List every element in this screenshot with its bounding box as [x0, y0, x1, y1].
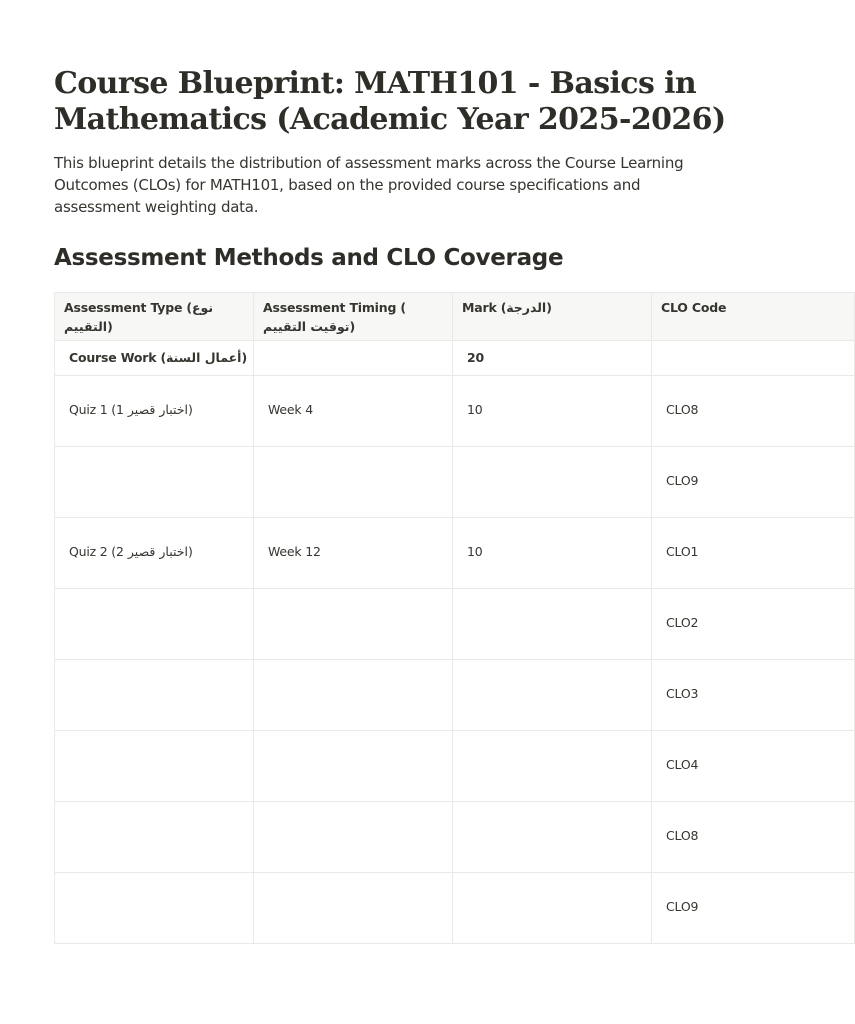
- table-cell: [254, 660, 453, 731]
- table-header-row: [55, 293, 855, 341]
- cell-clo: CLO8: [666, 828, 699, 843]
- table-cell: [453, 341, 652, 376]
- table-cell: [254, 518, 453, 589]
- table-cell: [652, 589, 855, 660]
- table-cell: [652, 447, 855, 518]
- cell-mark: [453, 731, 651, 756]
- table-cell: [55, 518, 254, 589]
- table-cell: [652, 731, 855, 802]
- table-cell: [453, 660, 652, 731]
- table-cell: [453, 873, 652, 944]
- table-cell: [254, 589, 453, 660]
- cell-type: [55, 873, 253, 898]
- cell-type: Course Work (أعمال السنة): [69, 350, 247, 365]
- column-header-assessment-type: Assessment Type (نوع التقييم): [55, 293, 254, 341]
- column-header-assessment-timing: Assessment Timing ( توقيت التقييم): [254, 293, 453, 341]
- cell-timing: [254, 731, 452, 756]
- cell-clo: CLO8: [666, 402, 699, 417]
- cell-timing: [254, 802, 452, 827]
- table-row: [55, 873, 855, 944]
- cell-timing: Week 12: [268, 544, 321, 559]
- cell-timing: [254, 447, 452, 472]
- table-cell: [652, 802, 855, 873]
- table-cell: [453, 731, 652, 802]
- assessment-table: [54, 292, 855, 944]
- table-cell: [652, 341, 855, 376]
- column-header-mark: Mark (الدرجة): [453, 293, 652, 341]
- cell-mark: 20: [467, 350, 484, 365]
- table-cell: [55, 376, 254, 447]
- table-cell: [453, 589, 652, 660]
- table-cell: [254, 376, 453, 447]
- table-row: [55, 660, 855, 731]
- cell-mark: [453, 802, 651, 827]
- table-cell: [453, 447, 652, 518]
- table-cell: [254, 341, 453, 376]
- table-cell: [254, 873, 453, 944]
- table-row: [55, 518, 855, 589]
- table-cell: [55, 873, 254, 944]
- cell-type: Quiz 1 (اختبار قصير 1): [69, 402, 193, 417]
- cell-type: [55, 660, 253, 685]
- cell-timing: [254, 660, 452, 685]
- table-cell: [453, 518, 652, 589]
- table-scroll-container[interactable]: [54, 292, 727, 942]
- table-row: [55, 447, 855, 518]
- table-row: [55, 731, 855, 802]
- cell-clo: CLO9: [666, 473, 699, 488]
- intro-paragraph: This blueprint details the distribution of assessment marks across the Course Learning Outcomes (CLOs) for MATH101, based on the provided course specifications and assessment weighting data.: [54, 154, 684, 216]
- cell-mark: [453, 660, 651, 685]
- cell-mark: 10: [467, 402, 483, 417]
- table-row: [55, 802, 855, 873]
- table-cell: [652, 376, 855, 447]
- cell-timing: [254, 873, 452, 898]
- section-title: Assessment Methods and CLO Coverage: [54, 245, 564, 271]
- cell-clo: CLO3: [666, 686, 699, 701]
- cell-type: [55, 447, 253, 472]
- cell-mark: 10: [467, 544, 483, 559]
- cell-type: Quiz 2 (اختبار قصير 2): [69, 544, 193, 559]
- table-cell: [55, 731, 254, 802]
- cell-type: [55, 589, 253, 614]
- table-cell: [453, 802, 652, 873]
- table-cell: [55, 589, 254, 660]
- cell-clo: [652, 341, 854, 349]
- table-cell: [652, 873, 855, 944]
- cell-mark: [453, 873, 651, 898]
- table-cell: [55, 802, 254, 873]
- page-title: Course Blueprint: MATH101 - Basics in Mathematics (Academic Year 2025-2026): [54, 66, 726, 137]
- cell-type: [55, 802, 253, 827]
- table-cell: [652, 660, 855, 731]
- cell-timing: Week 4: [268, 402, 313, 417]
- table-cell: [453, 376, 652, 447]
- cell-clo: CLO4: [666, 757, 699, 772]
- table-row: [55, 376, 855, 447]
- cell-timing: [254, 589, 452, 614]
- table-group-row: [55, 341, 855, 376]
- table-cell: [254, 447, 453, 518]
- column-header-clo-code: CLO Code: [652, 293, 855, 341]
- table-cell: [55, 341, 254, 376]
- table-cell: [55, 660, 254, 731]
- table-row: [55, 589, 855, 660]
- cell-mark: [453, 447, 651, 472]
- cell-clo: CLO9: [666, 899, 699, 914]
- cell-timing: [254, 341, 452, 349]
- table-cell: [254, 731, 453, 802]
- cell-clo: CLO1: [666, 544, 699, 559]
- cell-mark: [453, 589, 651, 614]
- table-cell: [254, 802, 453, 873]
- table-cell: [652, 518, 855, 589]
- table-cell: [55, 447, 254, 518]
- cell-clo: CLO2: [666, 615, 699, 630]
- cell-type: [55, 731, 253, 756]
